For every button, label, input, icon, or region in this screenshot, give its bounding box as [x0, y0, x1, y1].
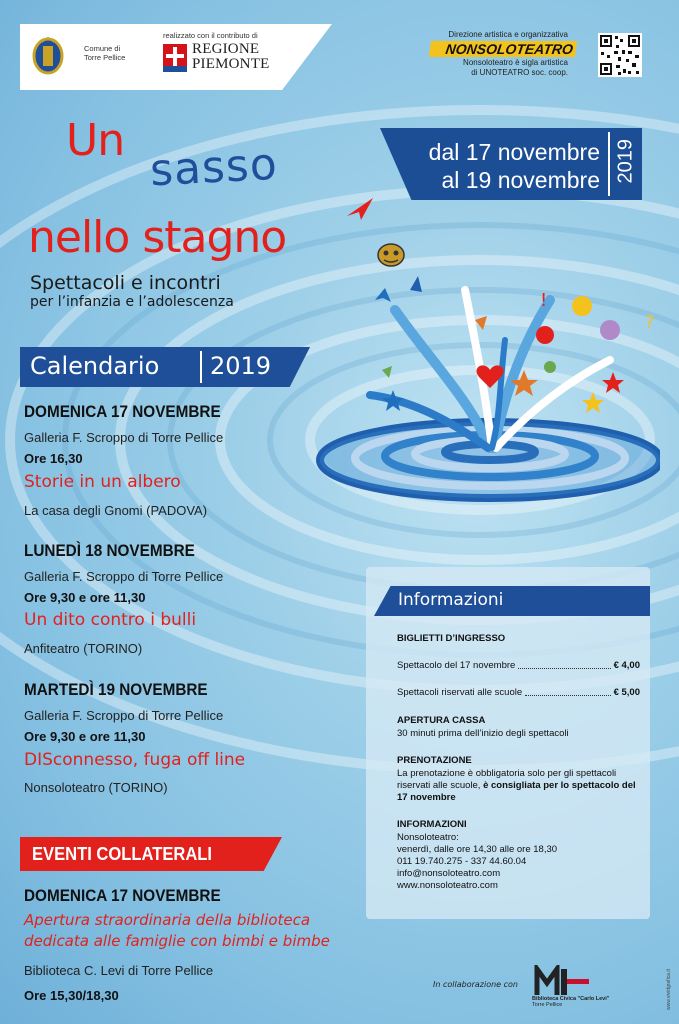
svg-text:?: ? — [645, 312, 655, 333]
ticket-label: Spettacoli riservati alle scuole — [397, 687, 523, 698]
biglietti-heading: BIGLIETTI D’INGRESSO — [397, 633, 506, 644]
collateral-day: DOMENICA 17 NOVEMBRE — [24, 886, 221, 905]
collaboration-label: In collaborazione con — [433, 980, 518, 989]
informazioni-text: Nonsoloteatro: venerdì, dalle ore 14,30 alle ore 18,30 011 19.740.275 - 337 44.60.04 info@nonsoloteatro.com www.nonsoloteatro.com — [397, 832, 558, 891]
event-hour: Ore 9,30 e ore 11,30 — [24, 590, 146, 605]
credit-label: www.vividgrafica.it — [666, 969, 672, 1010]
title-nello-stagno: nello stagno — [28, 212, 287, 263]
water-splash-illustration — [300, 270, 660, 510]
theatre-mask-icon — [372, 238, 410, 270]
comune-crest-icon — [32, 36, 64, 76]
collateral-show: Apertura straordinaria della biblioteca dedicata alle famiglie con bimbi e bimbe — [24, 911, 330, 950]
event-company: Nonsoloteatro (TORINO) — [24, 780, 168, 795]
event-day: MARTEDÌ 19 NOVEMBRE — [24, 680, 208, 699]
info-label: Informazioni — [398, 590, 504, 610]
contrib-label: realizzato con il contributo di — [163, 31, 258, 40]
event-day: LUNEDÌ 18 NOVEMBRE — [24, 541, 195, 560]
ticket-row — [397, 687, 640, 699]
event-day: DOMENICA 17 NOVEMBRE — [24, 402, 221, 421]
event-place: Galleria F. Scroppo di Torre Pellice — [24, 569, 224, 584]
ticket-price: € 5,00 — [613, 687, 640, 698]
event-show: DISconnesso, fuga off line — [24, 750, 246, 770]
collateral-label: EVENTI COLLATERALI — [32, 844, 213, 864]
event-hour: Ore 9,30 e ore 11,30 — [24, 729, 146, 744]
event-hour: Ore 16,30 — [24, 451, 83, 466]
paper-plane-icon — [345, 196, 375, 222]
cassa-heading: APERTURA CASSA — [397, 715, 486, 726]
event-company: La casa degli Gnomi (PADOVA) — [24, 503, 208, 518]
regione-piemonte-flag-icon — [163, 44, 187, 72]
event-place: Galleria F. Scroppo di Torre Pellice — [24, 430, 224, 445]
website-link[interactable]: www.nonsoloteatro.com — [397, 880, 498, 891]
ticket-row — [397, 660, 640, 672]
date-range: dal 17 novembre al 19 novembre — [428, 139, 600, 193]
svg-text:!: ! — [540, 290, 548, 311]
nonsoloteatro-logo: NONSOLOTEATRO — [429, 41, 577, 57]
direzione-label: Direzione artistica e organizzativa — [448, 30, 568, 39]
prenotazione-heading: PRENOTAZIONE — [397, 755, 472, 766]
ticket-dots — [525, 695, 610, 696]
event-company: Anfiteatro (TORINO) — [24, 641, 143, 656]
event-show: Un dito contro i bulli — [24, 610, 197, 630]
nonsoloteatro-subtitle: Nonsoloteatro è sigla artistica di UNOTEATRO soc. coop. — [463, 58, 568, 77]
qr-code-icon[interactable] — [598, 33, 642, 77]
calendar-label: Calendario — [30, 352, 160, 380]
date-year: 2019 — [614, 139, 637, 184]
title-word-un: Un — [66, 115, 125, 166]
collateral-place: Biblioteca C. Levi di Torre Pellice — [24, 963, 214, 978]
event-place: Galleria F. Scroppo di Torre Pellice — [24, 708, 224, 723]
event-show: Storie in un albero — [24, 472, 181, 492]
cassa-text: 30 minuti prima dell’inizio degli spettacoli — [397, 728, 569, 739]
ticket-dots — [518, 668, 610, 669]
collateral-hour: Ore 15,30/18,30 — [24, 988, 119, 1003]
prenotazione-text: La prenotazione è obbligatoria solo per gli spettacoli riservati alle scuole, è consigliata per lo spettacolo del 17 novembre — [397, 768, 636, 803]
ticket-price: € 4,00 — [613, 660, 640, 671]
comune-label: Comune di Torre Pellice — [84, 44, 126, 62]
title-word-sasso: sasso — [148, 138, 279, 197]
subtitle-line1: Spettacoli e incontri — [30, 272, 221, 294]
informazioni-heading: INFORMAZIONI — [397, 819, 467, 830]
biblioteca-label: Biblioteca Civica "Carlo Levi" Torre Pellice — [532, 996, 610, 1008]
ticket-label: Spettacolo del 17 novembre — [397, 660, 516, 671]
subtitle-line2: per l’infanzia e l’adolescenza — [30, 294, 234, 310]
calendar-year: 2019 — [210, 352, 272, 380]
email-link[interactable]: info@nonsoloteatro.com — [397, 868, 501, 879]
calendar-divider — [200, 351, 202, 383]
regione-label: REGIONE PIEMONTE — [192, 41, 270, 72]
